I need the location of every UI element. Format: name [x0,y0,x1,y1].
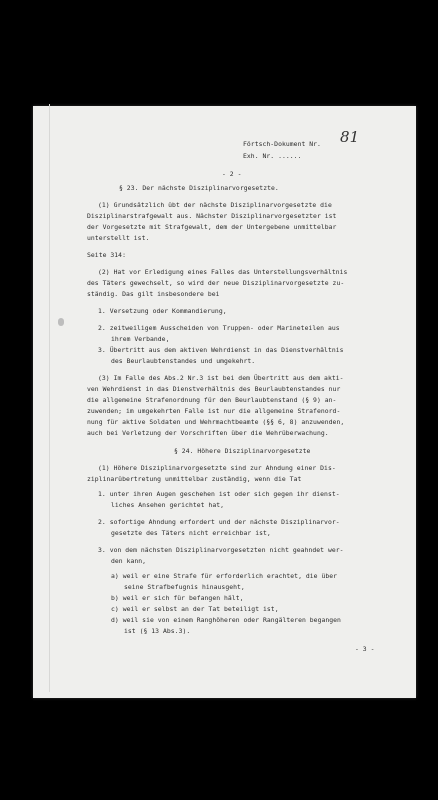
text-line: der Vorgesetzte mit Strafgewalt, dem der Untergebene unmittelbar [87,223,337,231]
list-item: des Beurlaubtenstandes und umgekehrt. [111,357,256,365]
sub-list-item: d) weil sie von einem Ranghöheren oder Rangälteren begangen [111,616,341,624]
exhibit-label: Exh. Nr. ...... [243,152,302,160]
text-line: zuwenden; im umgekehrten Falle ist nur die allgemeine Strafenord- [87,407,341,415]
sub-list-item: c) weil er selbst an der Tat beteiligt ist, [111,605,279,613]
sub-list-item: a) weil er eine Strafe für erforderlich erachtet, die über [111,572,338,580]
text-line: ständig. Das gilt insbesondere bei [87,290,220,298]
list-item: 2. sofortige Ahndung erfordert und der nächste Disziplinarvor- [98,518,340,526]
list-item: liches Ansehen gerichtet hat, [111,501,225,509]
list-item: den kann, [111,557,147,565]
page-number-bottom: - 3 - [355,645,375,653]
text-line: (1) Höhere Disziplinarvorgesetzte sind zur Ahndung einer Dis- [98,464,336,472]
sub-list-item: seine Strafbefugnis hinausgeht, [124,583,245,591]
text-line: unterstellt ist. [87,234,150,242]
sub-list-item: ist (§ 13 Abs.3). [124,627,191,635]
text-line: (3) Im Falle des Abs.2 Nr.3 ist bei dem Übertritt aus dem akti- [98,374,344,382]
section-heading: § 23. Der nächste Disziplinarvorgesetzte. [119,184,279,192]
list-item: 1. Versetzung oder Kommandierung, [98,307,227,315]
list-item: ihrem Verbande, [111,335,170,343]
text-line: auch bei Verletzung der Vorschriften über die Wehrüberwachung. [87,429,329,437]
punch-hole [58,318,64,326]
text-line: (1) Grundsätzlich übt der nächste Disziplinarvorgesetzte die [98,201,332,209]
text-line: nung für aktive Soldaten und Wehrmachtbeamte (§§ 6, 8) anzuwenden, [87,418,345,426]
text-line: Disziplinarstrafgewalt aus. Nächster Disziplinarvorgesetzter ist [87,212,337,220]
text-line: (2) Hat vor Erledigung eines Falles das Unterstellungsverhältnis [98,268,348,276]
page-reference: Seite 314: [87,251,126,259]
list-item: 3. von dem nächsten Disziplinarvorgesetzten nicht geahndet wer- [98,546,344,554]
text-line: ven Wehrdienst in das Dienstverhältnis des Beurlaubtenstandes nur [87,385,341,393]
list-item: 2. zeitweiligem Ausscheiden von Truppen- oder Marineteilen aus [98,324,340,332]
list-item: gesetzte des Täters nicht erreichbar ist, [111,529,271,537]
doc-number: 81 [340,128,360,146]
section-heading: § 24. Höhere Disziplinarvorgesetzte [174,447,311,455]
doc-label: Förtsch-Dokument Nr. [243,140,321,148]
page-number-top: - 2 - [222,170,242,178]
text-line: die allgemeine Strafenordnung für den Beurlaubtenstand (§ 9) an- [87,396,337,404]
sub-list-item: b) weil er sich für befangen hält, [111,594,244,602]
list-item: 3. Übertritt aus dem aktiven Wehrdienst in das Dienstverhältnis [98,346,344,354]
text-line: des Täters gewechselt, so wird der neue Disziplinarvorgesetzte zu- [87,279,345,287]
list-item: 1. unter ihren Augen geschehen ist oder sich gegen ihr dienst- [98,490,340,498]
text-line: ziplinarübertretung unmittelbar zuständig, wenn die Tat [87,475,302,483]
